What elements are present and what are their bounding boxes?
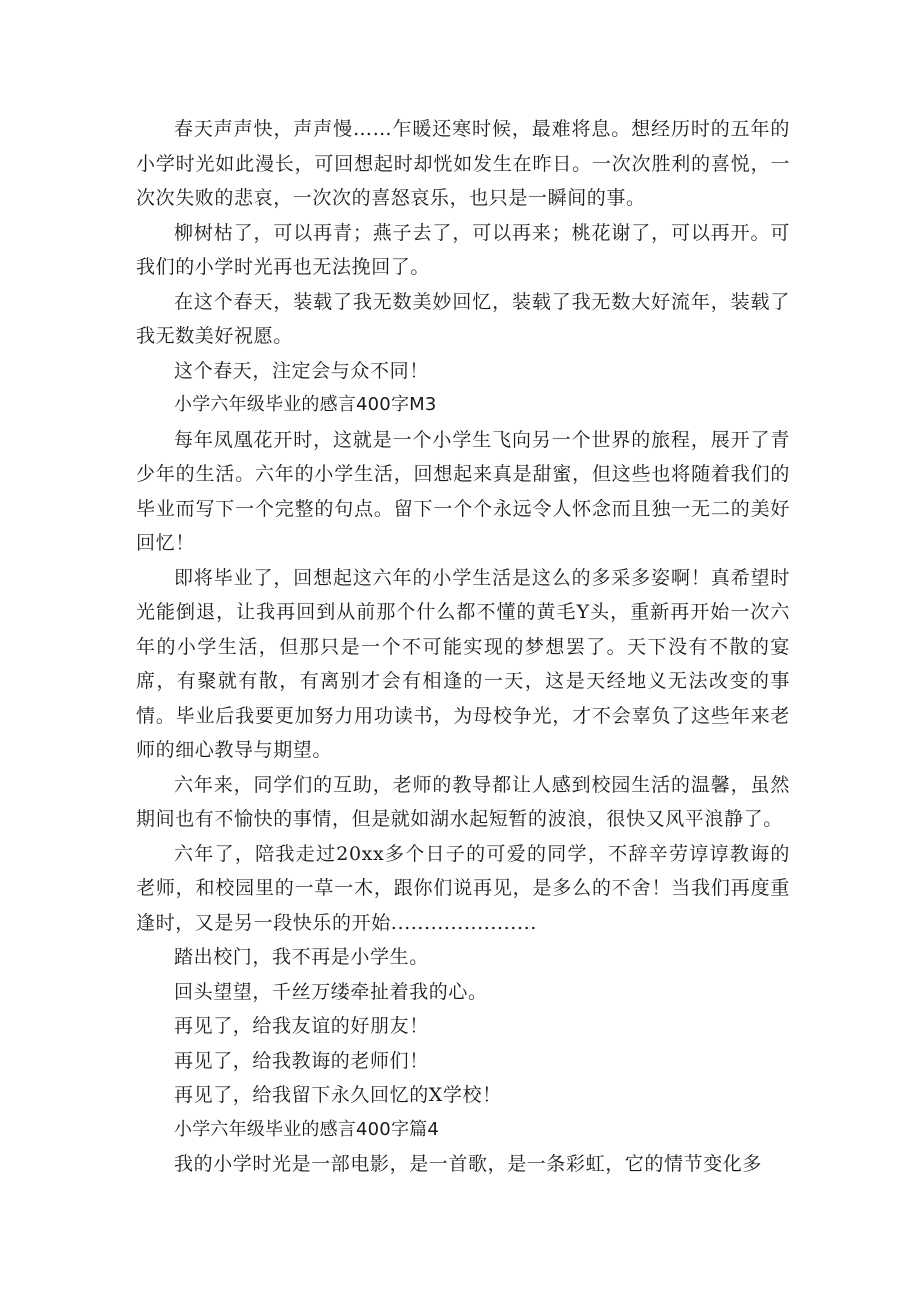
paragraph: 这个春天，注定会与众不同！ <box>174 359 429 382</box>
paragraph: 柳树枯了，可以再青；燕子去了，可以再来；桃花谢了，可以再开。可我们的小学时光再也无法挽回了。 <box>136 221 790 278</box>
paragraph: 六年来，同学们的互助，老师的教导都让人感到校园生活的温馨，虽然期间也有不愉快的事情，但是就如湖水起短暂的波浪，很快又风平浪静了。 <box>136 773 790 830</box>
paragraph: 回头望望，千丝万缕牵扯着我的心。 <box>174 980 488 1003</box>
paragraph: 六年了，陪我走过20xx多个日子的可爱的同学，不辞辛劳谆谆教诲的老师，和校园里的一草一木，跟你们说再见，是多么的不舍！当我们再度重逢时，又是另一段快乐的开始...................... <box>136 842 790 934</box>
paragraph: 再见了，给我友谊的好朋友！ <box>174 1015 429 1037</box>
section-heading: 小学六年级毕业的感言400字篇4 <box>174 1118 440 1140</box>
paragraph: 每年凤凰花开时，这就是一个小学生飞向另一个世界的旅程，展开了青少年的生活。六年的小学生活，回想起来真是甜蜜，但这些也将随着我们的毕业而写下一个完整的句点。留下一个个永远令人怀念而且独一无二的美好回忆！ <box>136 428 790 554</box>
document-body <box>136 112 790 1182</box>
section-heading: 小学六年级毕业的感言400字M3 <box>174 394 437 415</box>
paragraph: 在这个春天，装载了我无数美妙回忆，装载了我无数大好流年，装载了我无数美好祝愿。 <box>136 290 790 347</box>
paragraph: 再见了，给我教诲的老师们！ <box>174 1049 429 1072</box>
paragraph: 再见了，给我留下永久回忆的X学校！ <box>174 1084 502 1106</box>
paragraph: 我的小学时光是一部电影，是一首歌，是一条彩虹，它的情节变化多 <box>174 1153 763 1175</box>
paragraph: 踏出校门，我不再是小学生。 <box>174 946 429 968</box>
paragraph: 即将毕业了，回想起这六年的小学生活是这么的多采多姿啊！真希望时光能倒退，让我再回到从前那个什么都不懂的黄毛Y头，重新再开始一次六年的小学生活，但那只是一个不可能实现的梦想罢了。天下没有不散的宴席，有聚就有散，有离别才会有相逢的一天，这是天经地义无法改变的事情。毕业后我要更加努力用功读书，为母校争光，才不会辜负了这些年来老师的细心教导与期望。 <box>136 566 790 761</box>
paragraph: 春天声声快，声声慢……乍暖还寒时候，最难将息。想经历时的五年的小学时光如此漫长，可回想起时却恍如发生在昨日。一次次胜利的喜悦，一次次失败的悲哀，一次次的喜怒哀乐，也只是一瞬间的事。 <box>136 118 790 209</box>
